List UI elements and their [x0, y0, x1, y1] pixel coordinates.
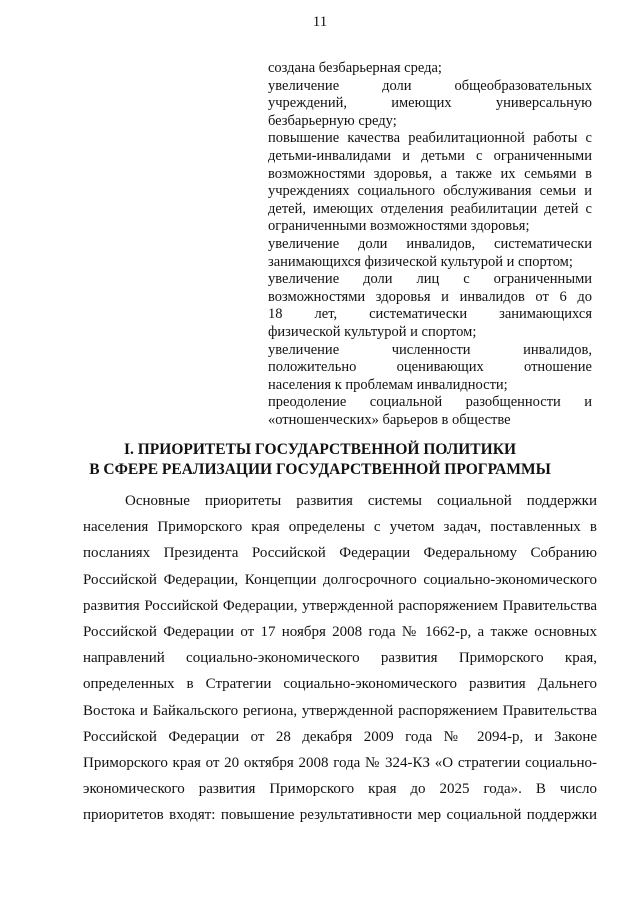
- goals-list-line: преодоление социальной разобщенности и: [268, 394, 592, 411]
- body-line: направлений социально-экономического развития Приморского края,: [83, 650, 597, 667]
- body-line: приоритетов входят: повышение результативности мер социальной поддержки: [83, 807, 597, 824]
- body-line: развития Российской Федерации, утвержденной распоряжением Правительства: [83, 597, 597, 614]
- goals-list-line: безбарьерную среду;: [268, 112, 397, 129]
- body-paragraph: [83, 488, 597, 829]
- goals-list-line: 18 лет, систематически занимающихся: [268, 306, 592, 323]
- goals-list-line: возможностями здоровья и инвалидов от 6 до: [268, 288, 592, 305]
- goals-list-line: повышение качества реабилитационной работы с: [268, 130, 592, 147]
- goals-list-line: увеличение доли общеобразовательных: [268, 77, 592, 94]
- goals-list-line: «отношенческих» барьеров в обществе: [268, 411, 511, 428]
- goals-list-line: возможностями здоровья, а также их семьями в: [268, 165, 592, 182]
- body-line: населения Приморского края определены с учетом задач, поставленных в: [83, 519, 597, 536]
- section-heading: [0, 440, 640, 480]
- section-heading-line-1: I. ПРИОРИТЕТЫ ГОСУДАРСТВЕННОЙ ПОЛИТИКИ: [123, 441, 517, 458]
- body-line: посланиях Президента Российской Федерации Федеральному Собранию: [83, 545, 597, 562]
- page-number: 11: [312, 14, 328, 30]
- goals-list-line: увеличение доли инвалидов, систематически: [268, 235, 592, 252]
- goals-list: [268, 60, 592, 429]
- body-line: экономического развития Приморского края до 2025 года». В число: [83, 781, 597, 798]
- goals-list-line: учреждениях социального обслуживания семьи и: [268, 183, 592, 200]
- goals-list-line: населения к проблемам инвалидности;: [268, 376, 508, 393]
- body-line: Российской Федерации от 28 декабря 2009 года № 2094-р, и Законе: [83, 728, 597, 745]
- body-line: Приморского края от 20 октября 2008 года № 324-КЗ «О стратегии социально-: [83, 755, 597, 772]
- body-line: Основные приоритеты развития системы социальной поддержки: [125, 493, 597, 509]
- body-line: определенных в Стратегии социально-экономического развития Дальнего: [83, 676, 597, 693]
- goals-list-line: увеличение численности инвалидов,: [268, 341, 592, 358]
- goals-list-line: учреждений, имеющих универсальную: [268, 95, 592, 112]
- body-line: Российской Федерации, Концепции долгосрочного социально-экономического: [83, 571, 597, 588]
- body-line: Востока и Байкальского региона, утвержденной распоряжением Правительства: [83, 702, 597, 719]
- goals-list-line: увеличение доли лиц с ограниченными: [268, 271, 592, 288]
- body-line: Российской Федерации от 17 ноября 2008 года № 1662-р, а также основных: [83, 624, 597, 641]
- goals-list-line: физической культурой и спортом;: [268, 323, 477, 340]
- section-heading-line-2: В СФЕРЕ РЕАЛИЗАЦИИ ГОСУДАРСТВЕННОЙ ПРОГРАММЫ: [89, 461, 551, 478]
- goals-list-line: ограниченными возможностями здоровья;: [268, 218, 530, 235]
- goals-list-line: создана безбарьерная среда;: [268, 60, 442, 76]
- goals-list-line: занимающихся физической культурой и спортом;: [268, 253, 573, 270]
- goals-list-line: детей, имеющих отделения реабилитации детей с: [268, 200, 592, 217]
- goals-list-line: детьми-инвалидами и детьми с ограниченными: [268, 147, 592, 164]
- goals-list-line: положительно оценивающих отношение: [268, 359, 592, 376]
